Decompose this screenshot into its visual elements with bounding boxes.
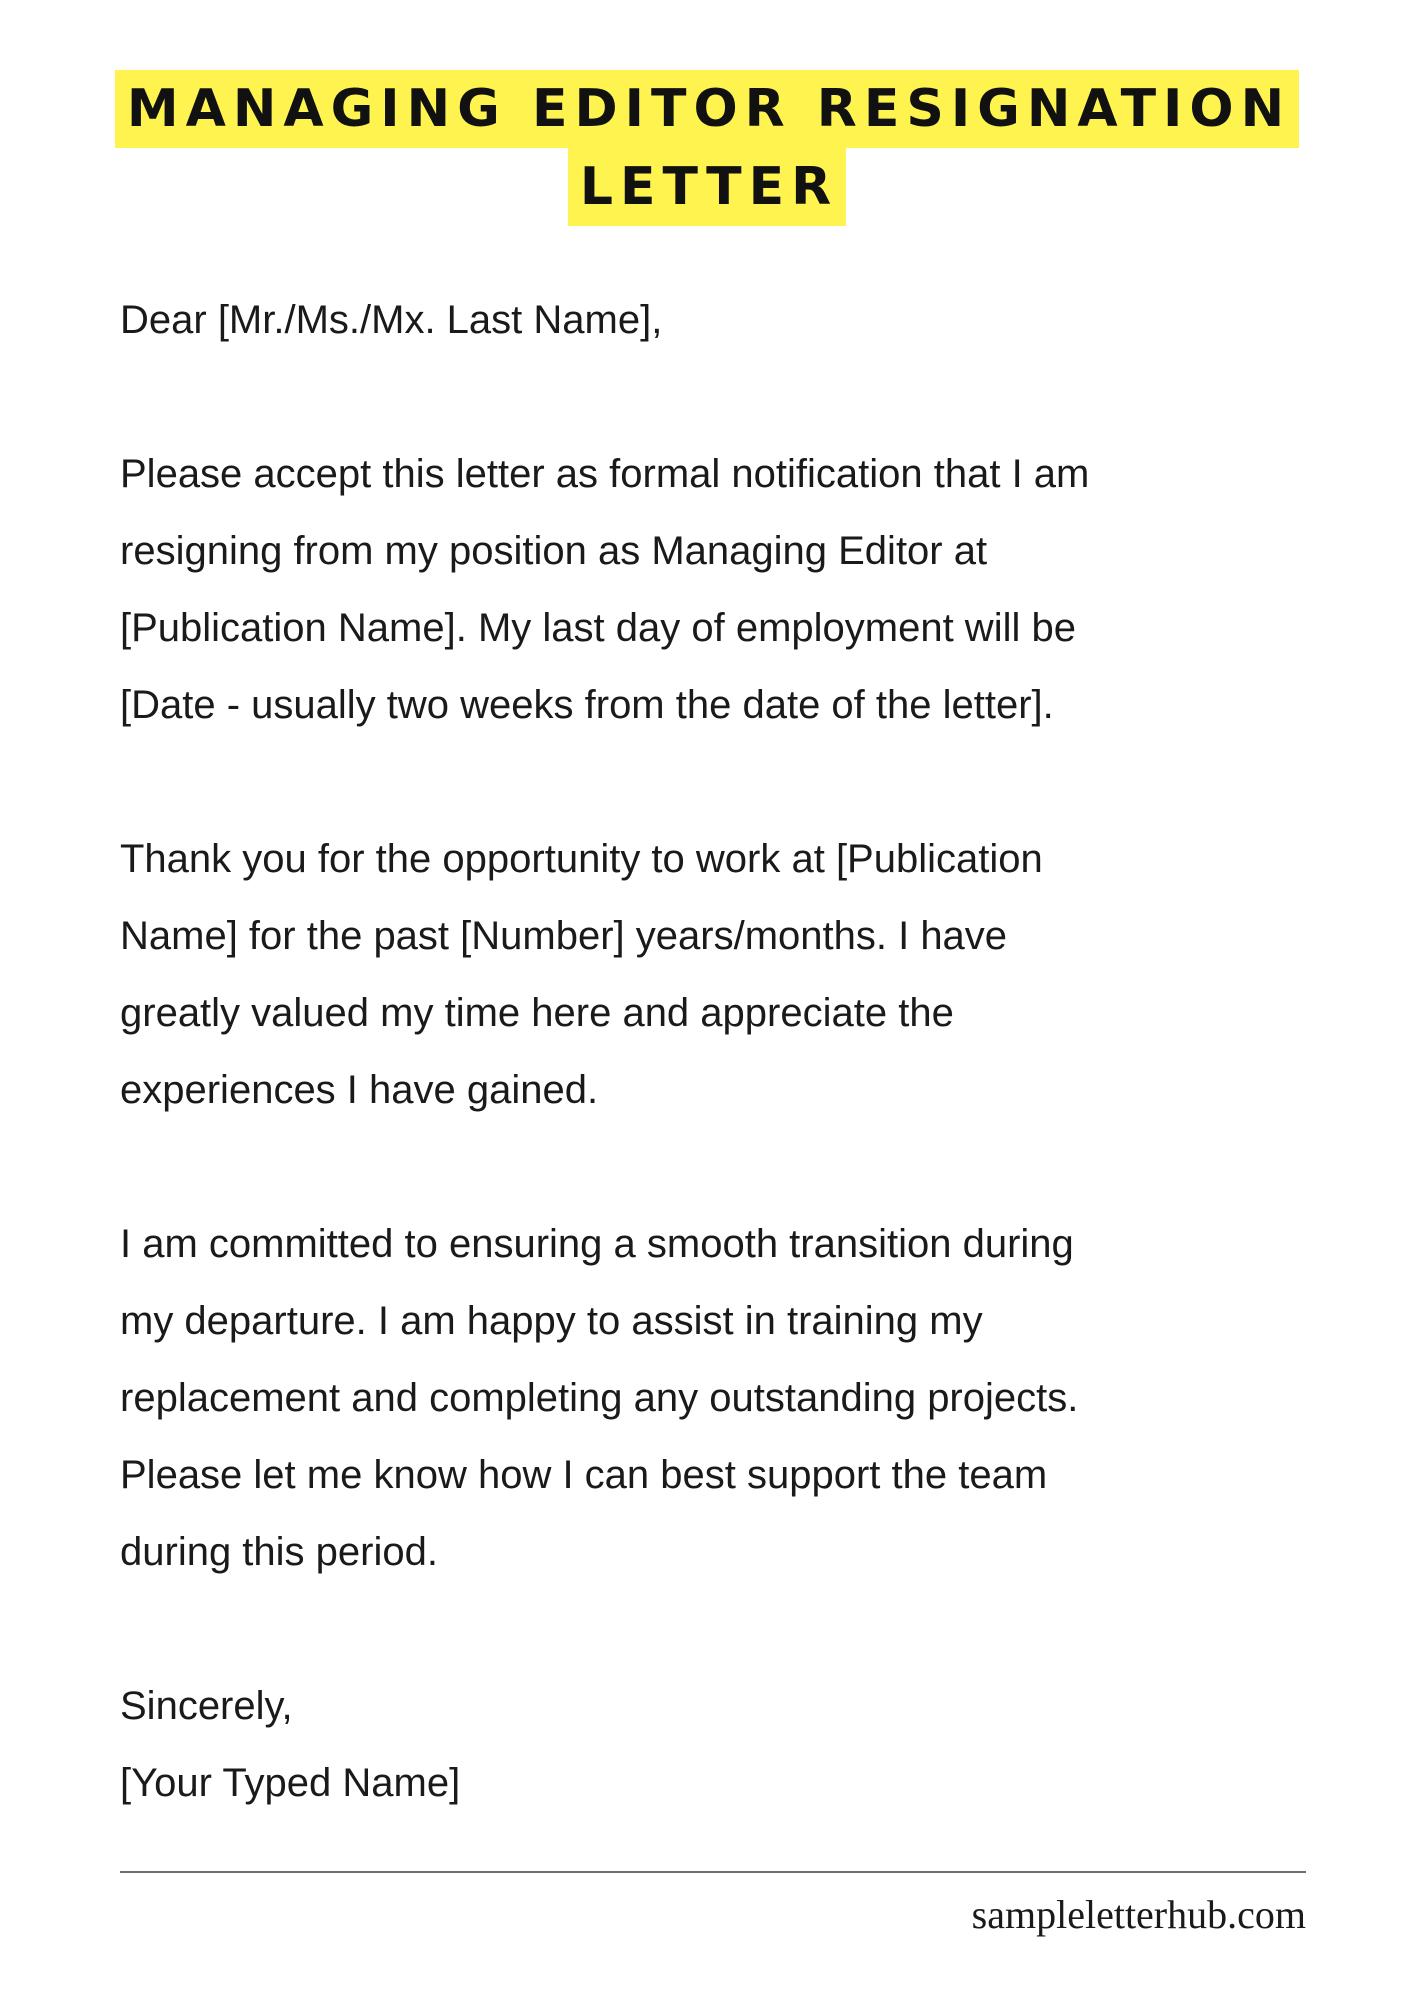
salutation: Dear [Mr./Ms./Mx. Last Name], — [120, 298, 663, 342]
letter-body — [120, 282, 1320, 1822]
title-line-2: LETTER — [568, 148, 846, 226]
paragraph-transition: I am committed to ensuring a smooth transition during my departure. I am happy to assist in training my replacement and completing any outstanding projects. Please let me know how I can best support the team during this period. — [120, 1222, 1079, 1574]
title-line-1: MANAGING EDITOR RESIGNATION — [115, 70, 1299, 148]
footer-divider — [120, 1871, 1306, 1873]
page-title — [0, 70, 1414, 226]
paragraph-gratitude: Thank you for the opportunity to work at [Publication Name] for the past [Number] years/months. I have greatly valued my time here and appreciate the experiences I have gained. — [120, 837, 1043, 1112]
paragraph-notice: Please accept this letter as formal notification that I am resigning from my position as Managing Editor at [Publication Name]. My last day of employment will be [Date - usually two weeks from the date of the letter]. — [120, 452, 1090, 727]
closing: Sincerely, — [120, 1684, 293, 1728]
footer-site: sampleletterhub.com — [971, 1892, 1306, 1937]
signature: [Your Typed Name] — [120, 1761, 461, 1805]
